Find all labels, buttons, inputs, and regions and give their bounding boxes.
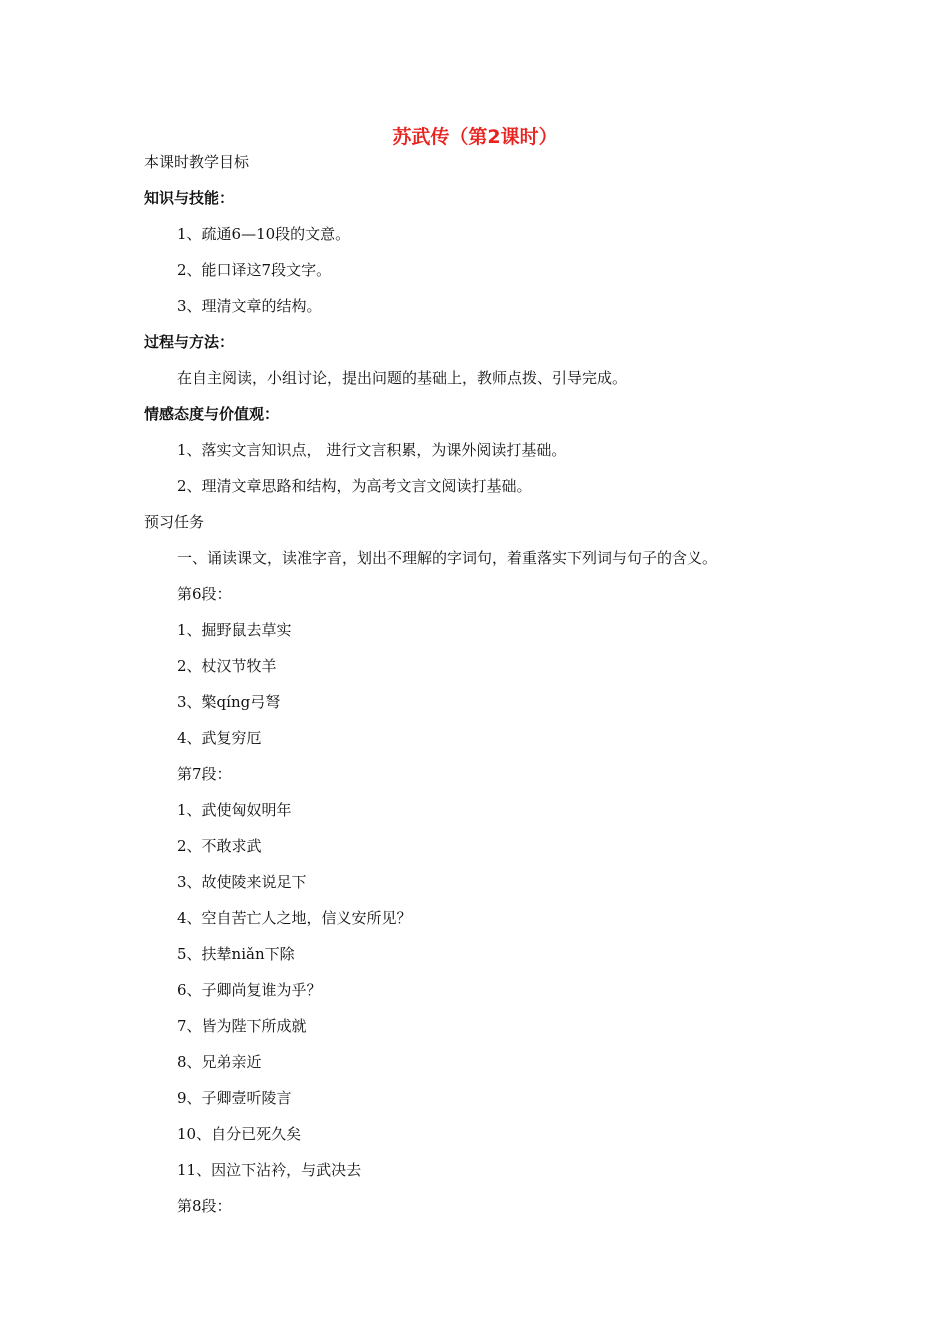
text-line: 第8段： [177,1197,232,1215]
document-title: 苏武传（第2课时） [392,126,558,148]
text-line: 1、疏通6—10段的文意。 [177,225,351,243]
text-line: 2、能口译这7段文字。 [177,261,332,279]
text-line: 1、落实文言知识点， 进行文言积累，为课外阅读打基础。 [177,441,567,459]
text-line: 本课时教学目标 [144,153,250,171]
text-line: 7、皆为陛下所成就 [177,1017,307,1035]
text-line: 2、不敢求武 [177,837,262,855]
text-line: 第6段： [177,585,232,603]
text-line: 6、子卿尚复谁为乎？ [177,981,322,999]
text-line: 4、武复穷厄 [177,729,262,747]
text-line: 一、诵读课文，读准字音，划出不理解的字词句，着重落实下列词与句子的含义。 [177,549,718,567]
text-line: 1、武使匈奴明年 [177,801,292,819]
text-line: 11、因泣下沾衿，与武决去 [177,1161,362,1179]
text-line: 在自主阅读，小组讨论，提出问题的基础上，教师点拨、引导完成。 [177,369,628,387]
text-line: 5、扶辇niǎn下除 [177,945,295,963]
text-line: 9、子卿壹听陵言 [177,1089,292,1107]
text-line: 第7段： [177,765,232,783]
text-line: 3、故使陵来说足下 [177,873,307,891]
text-line: 2、理清文章思路和结构，为高考文言文阅读打基础。 [177,477,532,495]
text-line: 10、自分已死久矣 [177,1125,302,1143]
section-heading: 知识与技能： [144,189,235,207]
section-heading: 情感态度与价值观： [144,405,280,423]
text-line: 8、兄弟亲近 [177,1053,262,1071]
section-heading: 过程与方法： [144,333,235,351]
text-line: 3、檠qíng弓弩 [177,693,281,711]
text-line: 4、空自苦亡人之地，信义安所见？ [177,909,412,927]
text-line: 3、理清文章的结构。 [177,297,322,315]
text-line: 1、掘野鼠去草实 [177,621,292,639]
text-line: 预习任务 [144,513,205,531]
text-line: 2、杖汉节牧羊 [177,657,277,675]
